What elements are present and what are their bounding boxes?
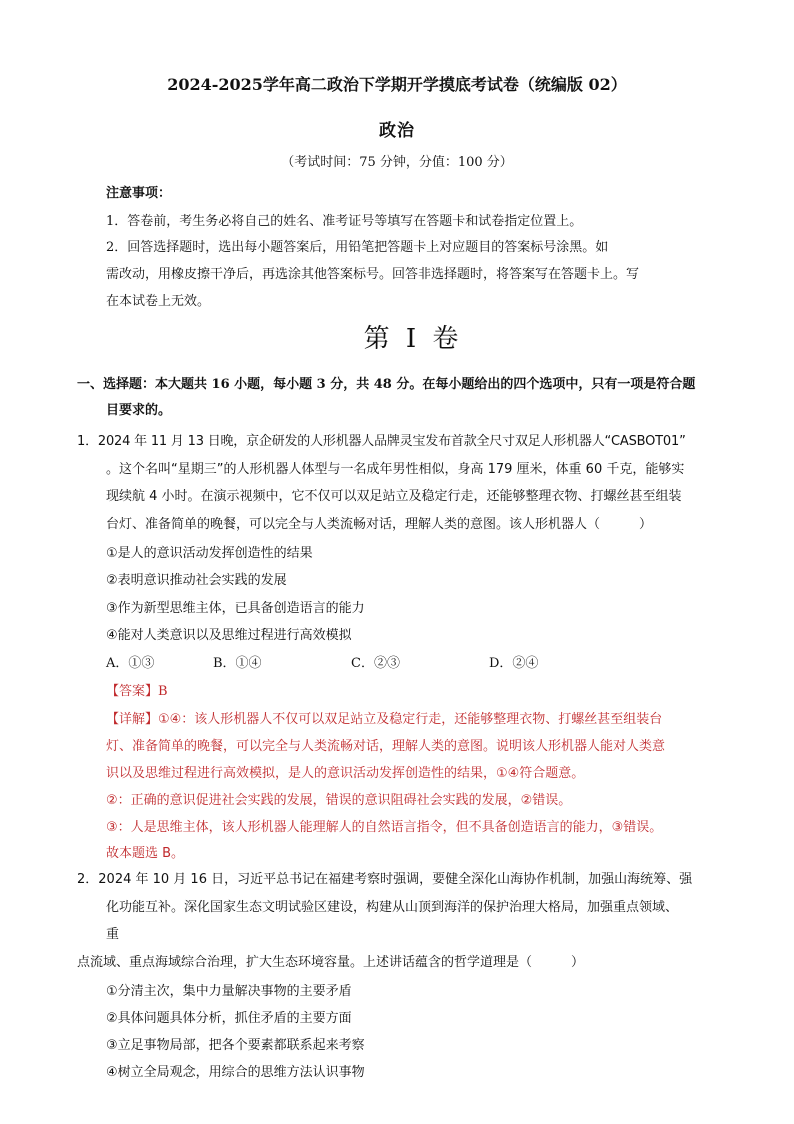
section-1-instruction-line-1: 一、选择题：本大题共 16 小题，每小题 3 分，共 48 分。在每小题给出的四个选项中，只有一项是符合题 <box>77 377 696 392</box>
question-1-detail-line-1: 【详解】①④：该人形机器人不仅可以双足站立及稳定行走，还能够整理衣物、打螺丝甚至组装台 <box>106 712 663 727</box>
question-1-answer: 【答案】B <box>106 684 168 699</box>
exam-info: （考试时间：75 分钟，分值：100 分） <box>281 155 513 170</box>
notice-heading: 注意事项： <box>106 186 172 201</box>
question-1-option-3: ③作为新型思维主体，已具备创造语言的能力 <box>106 601 365 616</box>
subject-heading: 政治 <box>379 121 415 141</box>
question-1-option-2: ②表明意识推动社会实践的发展 <box>106 573 287 588</box>
question-2-line-2: 化功能互补。深化国家生态文明试验区建设，构建从山顶到海洋的保护治理大格局，加强重点领域、 <box>106 900 679 915</box>
question-1-line-4: 台灯、准备简单的晚餐，可以完全与人类流畅对话，理解人类的意图。该人形机器人（ ） <box>106 517 653 532</box>
question-1-detail-line-2: 灯、准备简单的晚餐，可以完全与人类流畅对话，理解人类的意图。说明该人形机器人能对人类意 <box>106 739 666 754</box>
question-2-line-3: 重 <box>106 927 120 942</box>
question-1-detail-line-5: ③：人是思维主体，该人形机器人能理解人的自然语言指令，但不具备创造语言的能力，③错误。 <box>106 820 663 835</box>
question-2-line-1: 2．2024 年 10 月 16 日，习近平总书记在福建考察时强调，要健全深化山海协作机制，加强山海统筹、强 <box>77 872 693 887</box>
question-1-choice-b: B．①④ <box>213 656 262 671</box>
question-1-choice-d: D．②④ <box>489 656 539 671</box>
question-1-line-2: 。这个名叫“星期三”的人形机器人体型与一名成年男性相似，身高 179 厘米，体重 60 千克，能够实 <box>106 462 685 477</box>
question-2-option-2: ②具体问题具体分析，抓住矛盾的主要方面 <box>106 1011 352 1026</box>
question-1-option-1: ①是人的意识活动发挥创造性的结果 <box>106 546 313 561</box>
question-1-option-4: ④能对人类意识以及思维过程进行高效模拟 <box>106 628 352 643</box>
question-2-option-4: ④树立全局观念，用综合的思维方法认识事物 <box>106 1065 365 1080</box>
volume-heading: 第 I 卷 <box>363 324 463 354</box>
question-1-choice-a: A．①③ <box>106 656 155 671</box>
notice-item-2-line-2: 需改动，用橡皮擦干净后，再选涂其他答案标号。回答非选择题时，将答案写在答题卡上。写 <box>106 267 640 282</box>
notice-item-1: 1．答卷前，考生务必将自己的姓名、准考证号等填写在答题卡和试卷指定位置上。 <box>106 214 583 229</box>
question-2-option-3: ③立足事物局部，把各个要素都联系起来考察 <box>106 1038 365 1053</box>
question-2-line-4: 点流域、重点海域综合治理，扩大生态环境容量。上述讲话蕴含的哲学道理是（ ） <box>77 955 585 970</box>
section-1-instruction-line-2: 目要求的。 <box>106 403 172 418</box>
question-1-detail-line-3: 识以及思维过程进行高效模拟，是人的意识活动发挥创造性的结果，①④符合题意。 <box>106 766 585 781</box>
question-1-choice-c: C．②③ <box>351 656 400 671</box>
notice-item-2-line-3: 在本试卷上无效。 <box>106 294 211 309</box>
question-1-line-3: 现续航 4 小时。在演示视频中，它不仅可以双足站立及稳定行走，还能够整理衣物、打螺丝甚至组装 <box>106 489 682 504</box>
notice-item-2-line-1: 2．回答选择题时，选出每小题答案后，用铅笔把答题卡上对应题目的答案标号涂黑。如 <box>106 240 609 255</box>
question-2-option-1: ①分清主次，集中力量解决事物的主要矛盾 <box>106 984 352 999</box>
question-1-line-1: 1．2024 年 11 月 13 日晚，京企研发的人形机器人品牌灵宝发布首款全尺寸双足人形机器人“CASBOT01” <box>77 434 686 449</box>
exam-title: 2024-2025学年高二政治下学期开学摸底考试卷（统编版 02） <box>167 75 627 94</box>
question-1-detail-line-6: 故本题选 B。 <box>106 846 185 861</box>
question-1-detail-line-4: ②：正确的意识促进社会实践的发展，错误的意识阻碍社会实践的发展，②错误。 <box>106 793 572 808</box>
